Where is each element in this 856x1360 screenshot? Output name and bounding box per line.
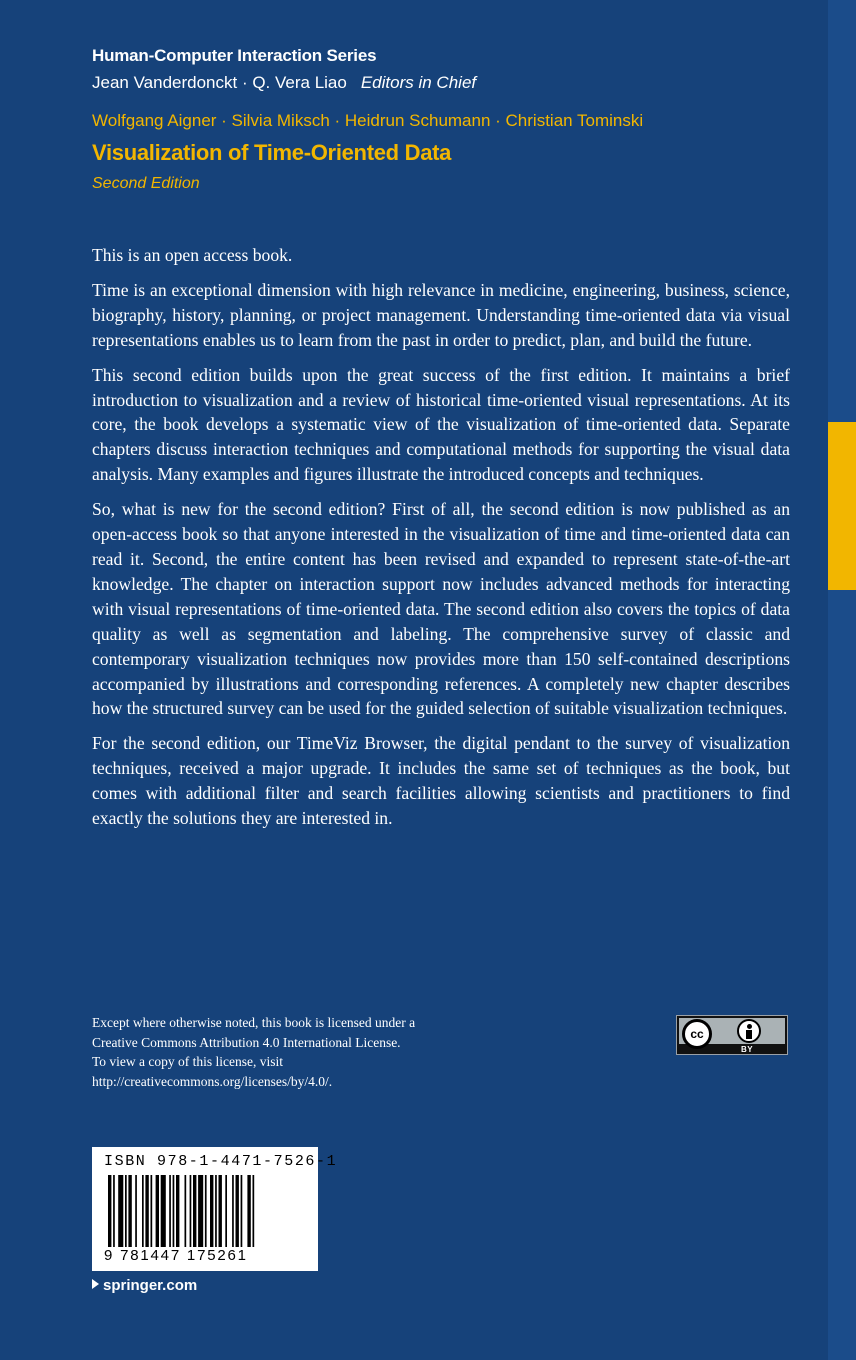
attribution-person-icon	[737, 1019, 761, 1043]
barcode-bar	[125, 1175, 127, 1247]
description-paragraph: This second edition builds upon the great success of the first edition. It maintains a brief introduction to visualization and a review of historical time-oriented visual representations. At its core, the book develops a systematic view of the visualization of time-oriented data. Separate chapters discuss interaction techniques and computational methods for supporting the visual data analysis. Many examples and figures illustrate the introduced concepts and techniques.	[92, 364, 790, 485]
barcode-bar	[210, 1175, 213, 1247]
barcode-bar	[215, 1175, 217, 1247]
barcode-bar	[173, 1175, 175, 1247]
barcode-bar	[145, 1175, 148, 1247]
barcode-bar	[128, 1175, 131, 1247]
barcode-bar	[190, 1175, 192, 1247]
description-paragraph: This is an open access book.	[92, 245, 293, 265]
book-edition: Second Edition	[92, 175, 200, 192]
barcode-bar	[198, 1175, 203, 1247]
license-notice	[92, 1013, 512, 1091]
publisher-url: springer.com	[103, 1277, 198, 1294]
license-url[interactable]: http://creativecommons.org/licenses/by/4.0/.	[92, 1073, 333, 1089]
barcode-bar	[236, 1175, 239, 1247]
barcode-bar	[193, 1175, 196, 1247]
barcode-digits: 9 781447 175261	[104, 1247, 248, 1264]
barcode-bar	[161, 1175, 166, 1247]
arrow-right-icon	[92, 1279, 99, 1289]
publisher-link[interactable]	[92, 1277, 197, 1294]
barcode-bar	[151, 1175, 153, 1247]
barcode-bar	[118, 1175, 123, 1247]
license-line: Except where otherwise noted, this book is licensed under a	[92, 1015, 416, 1030]
barcode-bar	[253, 1175, 255, 1247]
cc-by-badge-icon	[676, 1015, 788, 1055]
barcode-bar	[225, 1175, 227, 1247]
description-paragraph: Time is an exceptional dimension with high relevance in medicine, engineering, business, science, biography, history, planning, or project management. Understanding time-oriented data via visual representations enables us to learn from the past in order to predict, plan, and build the future.	[92, 279, 790, 350]
cc-icon: cc	[682, 1019, 712, 1049]
barcode-bar	[108, 1175, 111, 1247]
license-line: Creative Commons Attribution 4.0 International License.	[92, 1034, 401, 1050]
barcode-bar	[247, 1175, 250, 1247]
description-paragraph: For the second edition, our TimeViz Browser, the digital pendant to the survey of visualization techniques, received a major upgrade. It includes the same set of techniques as the book, but comes with additional filter and search facilities allowing scientists and practitioners to find exactly the solutions they are interested in.	[92, 733, 790, 829]
barcode-bar	[135, 1175, 137, 1247]
book-authors: Wolfgang Aigner · Silvia Miksch · Heidrun Schumann · Christian Tominski	[92, 111, 644, 130]
yellow-accent-bar	[828, 422, 856, 590]
spine-edge	[828, 0, 856, 1360]
barcode-bar	[219, 1175, 222, 1247]
editors-line	[92, 73, 476, 93]
cc-by-label: BY	[741, 1045, 754, 1054]
barcode-bar	[232, 1175, 234, 1247]
barcode-bars-icon	[108, 1175, 302, 1247]
isbn-barcode	[92, 1147, 338, 1271]
barcode-bar	[169, 1175, 171, 1247]
barcode-bar	[142, 1175, 144, 1247]
book-title: Visualization of Time-Oriented Data	[92, 140, 452, 165]
editors-names: Jean Vanderdonckt · Q. Vera Liao	[92, 73, 347, 92]
barcode-bar	[156, 1175, 159, 1247]
license-line: To view a copy of this license, visit	[92, 1054, 284, 1069]
barcode-bar	[205, 1175, 207, 1247]
barcode-bar	[241, 1175, 243, 1247]
editors-role: Editors in Chief	[360, 73, 477, 92]
barcode-bar	[176, 1175, 179, 1247]
barcode-bar	[113, 1175, 115, 1247]
isbn-text: ISBN 978-1-4471-7526-1	[104, 1153, 338, 1170]
book-description	[92, 243, 790, 841]
description-paragraph: So, what is new for the second edition? First of all, the second edition is now published as an open-access book so that anyone interested in the visualization of time and time-oriented data can read it. Second, the entire content has been revised and expanded to represent state-of-the-art knowledge. The chapter on interaction support now includes advanced methods for interacting with visual representations of time-oriented data. The second edition also covers the topics of data quality as well as segmentation and labeling. The comprehensive survey of classic and contemporary visualization techniques now provides more than 150 self-contained descriptions accompanied by illustrations and corresponding references. A completely new chapter describes how the structured survey can be used for the guided selection of suitable visualization techniques.	[92, 499, 790, 719]
series-title: Human-Computer Interaction Series	[92, 46, 377, 65]
barcode-bar	[185, 1175, 187, 1247]
